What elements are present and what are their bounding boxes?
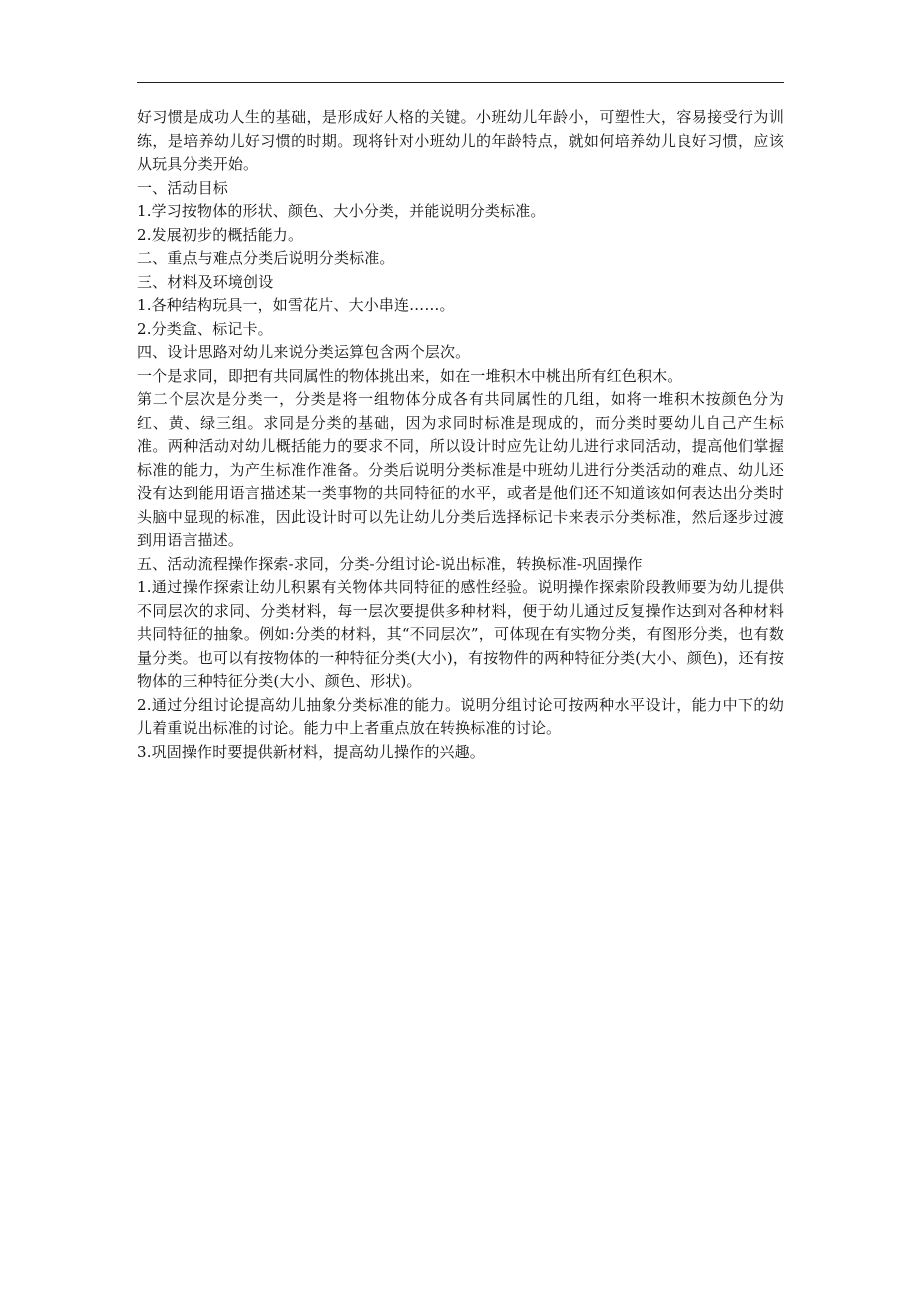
document-body [137, 106, 784, 764]
section-heading-process: 五、活动流程操作探索-求同，分类-分组讨论-说出标准，转换标准-巩固操作 [137, 554, 643, 573]
header-rule [137, 82, 784, 83]
section-heading-goals: 一、活动目标 [137, 178, 228, 197]
design-paragraph-2: 第二个层次是分类一，分类是将一组物体分成各有共同属性的几组，如将一堆积木按颜色分为红、黄、绿三组。求同是分类的基础，因为求同时标准是现成的，而分类时要幼儿自己产生标准。两种活动对幼儿概括能力的要求不同，所以设计时应先让幼儿进行求同活动，提高他们掌握标准的能力，为产生标准作准备。分类后说明分类标准是中班幼儿进行分类活动的难点、幼儿还没有达到能用语言描述某一类事物的共同特征的水平，或者是他们还不知道该如何表达出分类时头脑中显现的标准，因此设计时可以先让幼儿分类后选择标记卡来表示分类标准，然后逐步过渡到用语言描述。 [137, 390, 784, 549]
process-item-3: 3.巩固操作时要提供新材料，提高幼儿操作的兴趣。 [137, 742, 485, 761]
section-heading-key-points: 二、重点与难点分类后说明分类标准。 [137, 249, 395, 267]
design-paragraph-1: 一个是求同，即把有共同属性的物体挑出来，如在一堆积木中桃出所有红色积木。 [137, 366, 683, 385]
section-heading-design: 四、设计思路对幼儿来说分类运算包含两个层次。 [137, 343, 471, 361]
goal-item-1: 1.学习按物体的形状、颜色、大小分类，并能说明分类标准。 [137, 202, 546, 220]
goal-item-2: 2.发展初步的概括能力。 [137, 225, 304, 244]
intro-paragraph: 好习惯是成功人生的基础，是形成好人格的关键。小班幼儿年龄小，可塑性大，容易接受行为训练，是培养幼儿好习惯的时期。现将针对小班幼儿的年龄特点，就如何培养幼儿良好习惯，应该从玩具分类开始。 [137, 108, 784, 173]
process-item-1: 1.通过操作探索让幼儿积累有关物体共同特征的感性经验。说明操作探索阶段教师要为幼儿提供不同层次的求同、分类材料，每一层次要提供多种材料，便于幼儿通过反复操作达到对各种材料共同特征的抽象。例如:分类的材料，其“不同层次”，可体现在有实物分类，有图形分类，也有数量分类。也可以有按物体的一种特征分类(大小)，有按物件的两种特征分类(大小、颜色)，还有按物体的三种特征分类(大小、颜色、形状)。 [137, 578, 784, 690]
section-heading-materials: 三、材料及环境创设 [137, 272, 274, 291]
process-item-2: 2.通过分组讨论提高幼儿抽象分类标准的能力。说明分组讨论可按两种水平设计，能力中下的幼儿着重说出标准的讨论。能力中上者重点放在转换标准的讨论。 [137, 695, 784, 737]
material-item-1: 1.各种结构玩具一，如雪花片、大小串连……。 [137, 296, 455, 314]
material-item-2: 2.分类盒、标记卡。 [137, 319, 273, 338]
